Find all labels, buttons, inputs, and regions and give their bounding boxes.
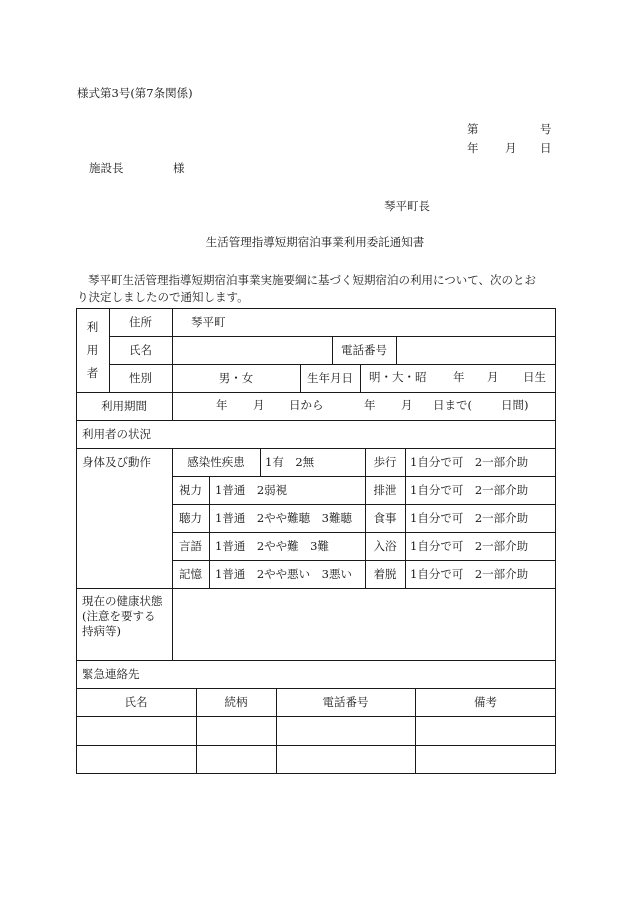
sender: 琴平町長 [384, 199, 430, 213]
status-right-value-cell[interactable] [410, 448, 555, 476]
addressee-title: 施設長 [89, 161, 124, 175]
phone-field[interactable] [397, 336, 555, 364]
form-number: 様式第3号(第7条関係) [77, 86, 193, 100]
sex-label-cell [109, 364, 172, 392]
emergency-heading: 緊急連絡先 [82, 667, 140, 681]
address-value: 琴平町 [191, 315, 226, 329]
period-label: 利用期間 [101, 399, 147, 413]
status-right-label-cell [365, 560, 405, 588]
user-group-char: 用 [86, 343, 99, 357]
emergency-col-label: 続柄 [224, 695, 248, 709]
status-right-value: 1自分で可 2一部介助 [410, 483, 529, 497]
name-field[interactable] [173, 336, 332, 364]
period-until: 日まで( [433, 398, 472, 412]
emergency-col-label: 備考 [474, 695, 497, 709]
health-label-line: 現在の健康状態 [82, 594, 163, 608]
health-label-line: (注意を要する [82, 609, 156, 623]
status-left-value-cell[interactable] [215, 532, 365, 560]
status-right-value: 1自分で可 2一部介助 [410, 539, 529, 553]
emergency-row-2-relation[interactable] [197, 746, 276, 773]
status-left-value: 1普通 2やや難聴 3難聴 [215, 511, 352, 525]
status-left-label: 記憶 [179, 567, 202, 581]
birth-label: 生年月日 [307, 371, 353, 385]
col-line [405, 448, 406, 588]
birth-era: 明・大・昭 [369, 370, 427, 384]
status-left-label: 聴力 [179, 511, 202, 525]
status-left-value-cell[interactable] [215, 504, 365, 532]
body-label: 身体及び動作 [82, 455, 151, 469]
infection-label: 感染性疾患 [187, 455, 245, 469]
table-border-bottom [76, 773, 556, 774]
phone-label-cell [332, 336, 396, 364]
status-right-label-cell [365, 476, 405, 504]
emergency-row-1-relation[interactable] [197, 717, 276, 745]
status-right-label-cell [365, 504, 405, 532]
emergency-row-1-notes[interactable] [416, 717, 555, 745]
emergency-col-label: 氏名 [124, 695, 148, 709]
sex-value-cell[interactable] [172, 364, 300, 392]
intro-line-2: り決定しましたので通知します。 [77, 290, 249, 304]
address-value-cell[interactable] [191, 308, 491, 336]
health-label-cell [82, 594, 172, 654]
user-group-char: 利 [86, 320, 99, 334]
emergency-col-label: 電話番号 [322, 695, 369, 709]
status-heading-cell [82, 420, 282, 448]
status-right-label: 入浴 [373, 539, 397, 553]
col-line [209, 476, 210, 588]
status-right-label: 歩行 [373, 455, 397, 469]
infection-label-cell [172, 448, 260, 476]
status-heading: 利用者の状況 [82, 427, 151, 441]
status-right-value-cell[interactable] [410, 476, 555, 504]
status-right-label-cell [365, 448, 405, 476]
emergency-row-1-name[interactable] [77, 717, 196, 745]
period-from: 日から [289, 398, 324, 412]
status-right-value-cell[interactable] [410, 532, 555, 560]
period-value-cell[interactable] [173, 392, 555, 420]
document-title: 生活管理指導短期宿泊事業利用委託通知書 [205, 235, 425, 249]
body-label-cell [82, 448, 172, 476]
addressee-sama: 様 [173, 161, 185, 175]
emergency-col-relation [196, 688, 276, 716]
intro-line-1: 琴平町生活管理指導短期宿泊事業実施要綱に基づく短期宿泊の利用について、次のとお [88, 273, 537, 287]
status-left-value-cell[interactable] [215, 476, 365, 504]
status-right-value-cell[interactable] [410, 560, 555, 588]
status-left-label: 視力 [179, 483, 202, 497]
status-right-label: 食事 [373, 511, 397, 525]
status-left-value: 1普通 2やや難 3難 [215, 539, 329, 553]
period-label-cell [76, 392, 172, 420]
status-left-label-cell [172, 560, 209, 588]
user-group-label [76, 308, 109, 392]
emergency-col-name [76, 688, 196, 716]
period-days: 日間) [501, 398, 529, 412]
status-right-value: 1自分で可 2一部介助 [410, 511, 529, 525]
name-label-cell [109, 336, 172, 364]
emergency-heading-cell [82, 660, 282, 688]
emergency-row-2-phone[interactable] [277, 746, 415, 773]
status-right-value: 1自分で可 2一部介助 [410, 455, 529, 469]
period-year-1: 年 [216, 398, 228, 412]
period-month-2: 月 [401, 398, 413, 412]
period-year-2: 年 [364, 398, 376, 412]
number-dai: 第 [467, 122, 479, 136]
emergency-col-notes [415, 688, 556, 716]
birth-year: 年 [453, 370, 465, 384]
period-month-1: 月 [253, 398, 265, 412]
birth-value-cell[interactable] [361, 364, 555, 392]
infection-value: 1有 2無 [265, 455, 315, 469]
status-right-value-cell[interactable] [410, 504, 555, 532]
status-right-value: 1自分で可 2一部介助 [410, 567, 529, 581]
sex-label: 性別 [129, 371, 152, 385]
number-gou: 号 [540, 122, 552, 136]
status-left-label: 言語 [179, 539, 202, 553]
emergency-row-2-name[interactable] [77, 746, 196, 773]
birth-label-cell [300, 364, 360, 392]
status-left-value-cell[interactable] [215, 560, 365, 588]
user-group-char: 者 [86, 366, 99, 380]
address-label-cell [109, 308, 172, 336]
emergency-row-2-notes[interactable] [416, 746, 555, 773]
phone-label: 電話番号 [341, 343, 387, 357]
emergency-row-1-phone[interactable] [277, 717, 415, 745]
infection-value-cell[interactable] [265, 448, 365, 476]
status-left-label-cell [172, 476, 209, 504]
birth-month: 月 [487, 370, 499, 384]
date-month: 月 [505, 141, 517, 155]
address-label: 住所 [129, 315, 152, 329]
col-line [260, 448, 261, 476]
status-left-label-cell [172, 532, 209, 560]
date-year: 年 [467, 141, 479, 155]
health-label-line: 持病等) [82, 624, 121, 638]
status-left-value: 1普通 2やや悪い 3悪い [215, 567, 352, 581]
date-day: 日 [540, 141, 552, 155]
notice-table [76, 308, 556, 774]
emergency-col-phone [276, 688, 415, 716]
birth-day-suffix: 日生 [523, 370, 546, 384]
health-field[interactable] [173, 589, 555, 660]
sex-value: 男・女 [218, 371, 254, 385]
status-right-label: 着脱 [373, 567, 397, 581]
name-label: 氏名 [129, 343, 152, 357]
status-left-value: 1普通 2弱視 [215, 483, 288, 497]
status-right-label-cell [365, 532, 405, 560]
status-right-label: 排泄 [373, 483, 397, 497]
status-left-label-cell [172, 504, 209, 532]
